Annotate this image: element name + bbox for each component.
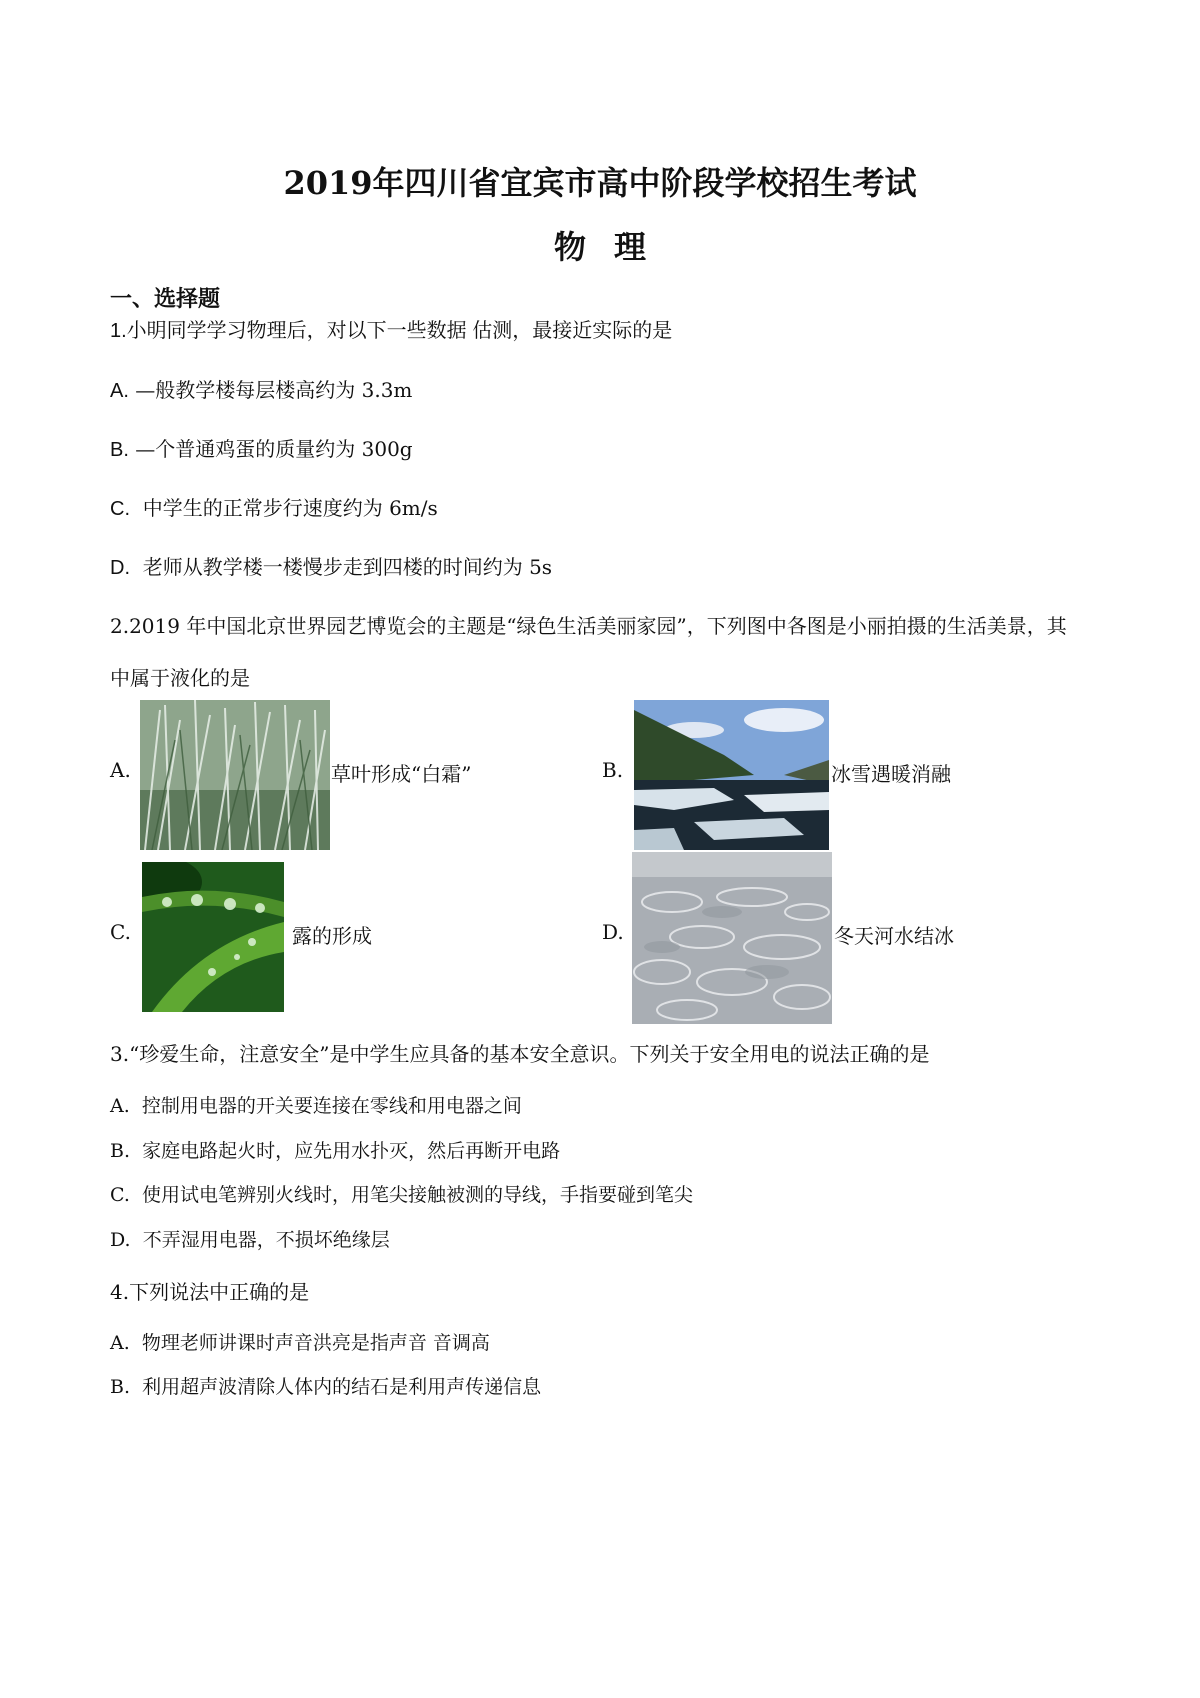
question-2-option-b-label: B. <box>602 758 624 782</box>
question-2-option-d-label: D. <box>602 920 624 944</box>
subject-title: 物理 <box>553 228 674 266</box>
question-4-stem: 4.下列说法中正确的是 <box>110 1280 310 1304</box>
question-3-option-d: D. 不弄湿用电器，不损坏绝缘层 <box>110 1229 390 1251</box>
frozen-river-image <box>632 852 832 1024</box>
question-1-option-c: C. 中学生的正常步行速度约为 6m/s <box>110 496 438 520</box>
question-4-option-a: A. 物理老师讲课时声音洪亮是指声音 音调高 <box>110 1332 490 1354</box>
section-heading: 一、选择题 <box>110 287 221 312</box>
question-1-option-b: B. —个普通鸡蛋的质量约为 300g <box>110 437 413 461</box>
dew-leaf-image <box>142 862 284 1012</box>
question-3-option-a: A. 控制用电器的开关要连接在零线和用电器之间 <box>110 1095 522 1117</box>
question-3-option-b: B. 家庭电路起火时，应先用水扑灭，然后再断开电路 <box>110 1140 561 1162</box>
question-2-stem-line1: 2.2019 年中国北京世界园艺博览会的主题是“绿色生活美丽家园”，下列图中各图是小丽拍摄的生活美景，其 <box>110 614 1067 638</box>
page-title: 2019年四川省宜宾市高中阶段学校招生考试 <box>283 164 917 202</box>
question-2-option-b-caption: 冰雪遇暖消融 <box>831 762 951 786</box>
question-3-stem: 3.“珍爱生命，注意安全”是中学生应具备的基本安全意识。下列关于安全用电的说法正确的是 <box>110 1042 930 1066</box>
question-2-option-c-label: C. <box>110 920 131 944</box>
frost-grass-image <box>140 700 330 850</box>
question-3-option-c: C. 使用试电笔辨别火线时，用笔尖接触被测的导线，手指要碰到笔尖 <box>110 1184 694 1206</box>
melting-river-image <box>634 700 829 850</box>
question-2-option-a-caption: 草叶形成“白霜” <box>331 762 472 786</box>
question-2-option-d-caption: 冬天河水结冰 <box>834 924 954 948</box>
question-1-option-d: D. 老师从教学楼一楼慢步走到四楼的时间约为 5s <box>110 555 553 579</box>
question-2-option-c-caption: 露的形成 <box>292 924 372 948</box>
question-1-option-a: A. —般教学楼每层楼高约为 3.3m <box>110 378 413 402</box>
question-1-stem: 1.小明同学学习物理后，对以下一些数据 估测，最接近实际的是 <box>110 320 673 342</box>
question-4-option-b: B. 利用超声波清除人体内的结石是利用声传递信息 <box>110 1376 542 1398</box>
question-2-option-a-label: A. <box>110 758 131 782</box>
question-2-stem-line2: 中属于液化的是 <box>110 666 250 690</box>
